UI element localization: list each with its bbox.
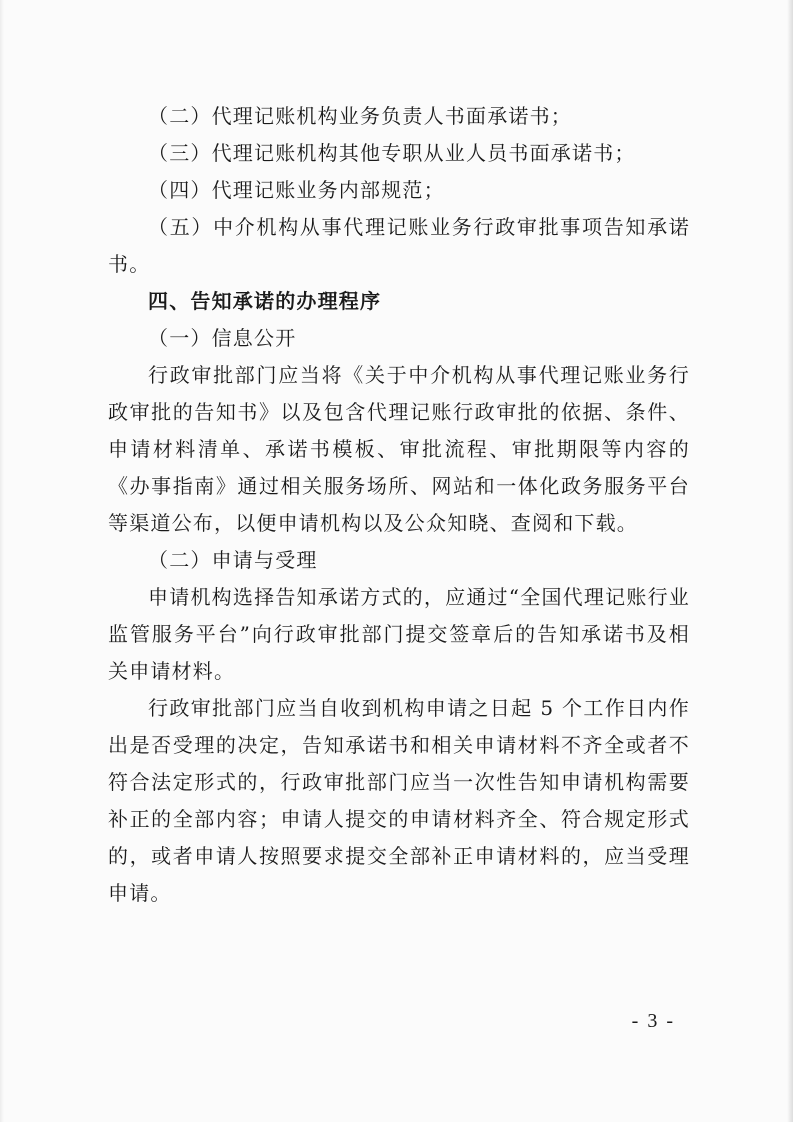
page-number: - 3 - — [631, 1010, 675, 1032]
subsection-title-application: （二）申请与受理 — [148, 548, 318, 572]
scan-edge-left — [0, 0, 4, 1122]
paragraph-application-2: 行政审批部门应当自收到机构申请之日起 5 个工作日内作出是否受理的决定，告知承诺书和相关申请材料不齐全或者不符合法定形式的，行政审批部门应当一次性告知申请机构需要补正的全部内容；申请人提交的申请材料齐全、符合规定形式的，或者申请人按照要求提交全部补正申请材料的，应当受理申请。 — [108, 696, 690, 905]
list-item-4: （四）代理记账业务内部规范； — [148, 178, 445, 202]
paragraph-application-1: 申请机构选择告知承诺方式的，应通过“全国代理记账行业监管服务平台”向行政审批部门提交签章后的告知承诺书及相关申请材料。 — [108, 585, 690, 683]
scan-edge-right — [787, 0, 793, 1122]
paragraph-info-disclosure: 行政审批部门应当将《关于中介机构从事代理记账业务行政审批的告知书》以及包含代理记账行政审批的依据、条件、申请材料清单、承诺书模板、审批流程、审批期限等内容的《办事指南》通过相关服务场所、网站和一体化政务服务平台等渠道公布，以便申请机构以及公众知晓、查阅和下载。 — [108, 363, 690, 535]
list-item-3: （三）代理记账机构其他专职从业人员书面承诺书； — [148, 141, 636, 165]
subsection-title-info-disclosure: （一）信息公开 — [148, 326, 297, 350]
list-item-5: （五）中介机构从事代理记账业务行政审批事项告知承诺书。 — [108, 215, 690, 276]
list-item-2: （二）代理记账机构业务负责人书面承诺书； — [148, 104, 572, 128]
section-heading: 四、告知承诺的办理程序 — [148, 289, 382, 313]
document-body — [108, 98, 690, 912]
